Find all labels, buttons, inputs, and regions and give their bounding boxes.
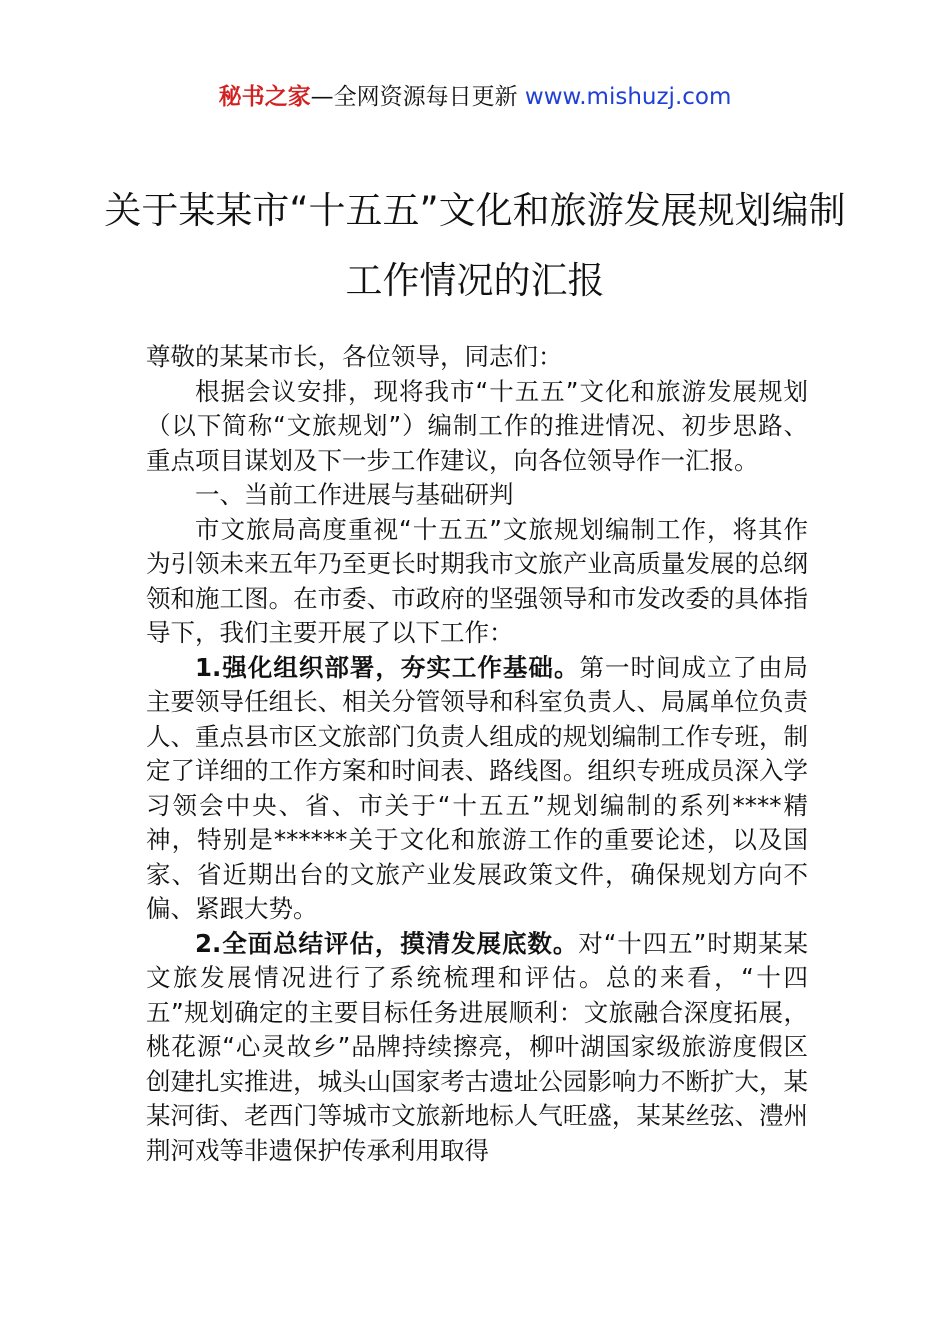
intro-paragraph: 根据会议安排，现将我市“十五五”文化和旅游发展规划（以下简称“文旅规划”）编制工作的推进情况、初步思路、重点项目谋划及下一步工作建议，向各位领导作一汇报。: [146, 376, 808, 475]
site-url-link[interactable]: www.mishuzj.com: [524, 84, 732, 110]
item-text-1: 第一时间成立了由局主要领导任组长、相关分管领导和科室负责人、局属单位负责人、重点县市区文旅部门负责人组成的规划编制工作专班，制定了详细的工作方案和时间表、路线图。组织专班成员深入学习领会中央、省、市关于“十五五”规划编制的系列****精神，特别是******关于文化和旅游工作的重要论述，以及国家、省近期出台的文旅产业发展政策文件，确保规划方向不偏、紧跟大势。: [146, 652, 809, 923]
site-header: [0, 80, 950, 114]
document-title: 关于某某市“十五五”文化和旅游发展规划编制工作情况的汇报: [104, 189, 846, 302]
item-lead-1: 1.强化组织部署，夯实工作基础。: [195, 652, 580, 682]
section-heading: 一、当前工作进展与基础研判: [195, 480, 514, 509]
item-lead-2: 2.全面总结评估，摸清发展底数。: [195, 928, 579, 958]
section-paragraph: 市文旅局高度重视“十五五”文旅规划编制工作，将其作为引领未来五年乃至更长时期我市文旅产业高质量发展的总纲领和施工图。在市委、市政府的坚强领导和市发改委的具体指导下，我们主要开展了以下工作：: [146, 514, 808, 647]
header-tagline: —全网资源每日更新: [310, 84, 518, 110]
brand-name: 秘书之家: [218, 84, 311, 110]
item-text-2: 对“十四五”时期某某文旅发展情况进行了系统梳理和评估。总的来看，“十四五”规划确定的主要目标任务进展顺利：文旅融合深度拓展，桃花源“心灵故乡”品牌持续擦亮，柳叶湖国家级旅游度假区创建扎实推进，城头山国家考古遗址公园影响力不断扩大，某某河街、老西门等城市文旅新地标人气旺盛，某某丝弦、澧州荆河戏等非遗保护传承利用取得: [146, 928, 808, 1165]
item-paragraph-2: [146, 927, 808, 1169]
salutation: 尊敬的某某市长，各位领导，同志们：: [146, 342, 563, 371]
item-paragraph-1: [146, 651, 808, 927]
document-body: [146, 340, 808, 1168]
